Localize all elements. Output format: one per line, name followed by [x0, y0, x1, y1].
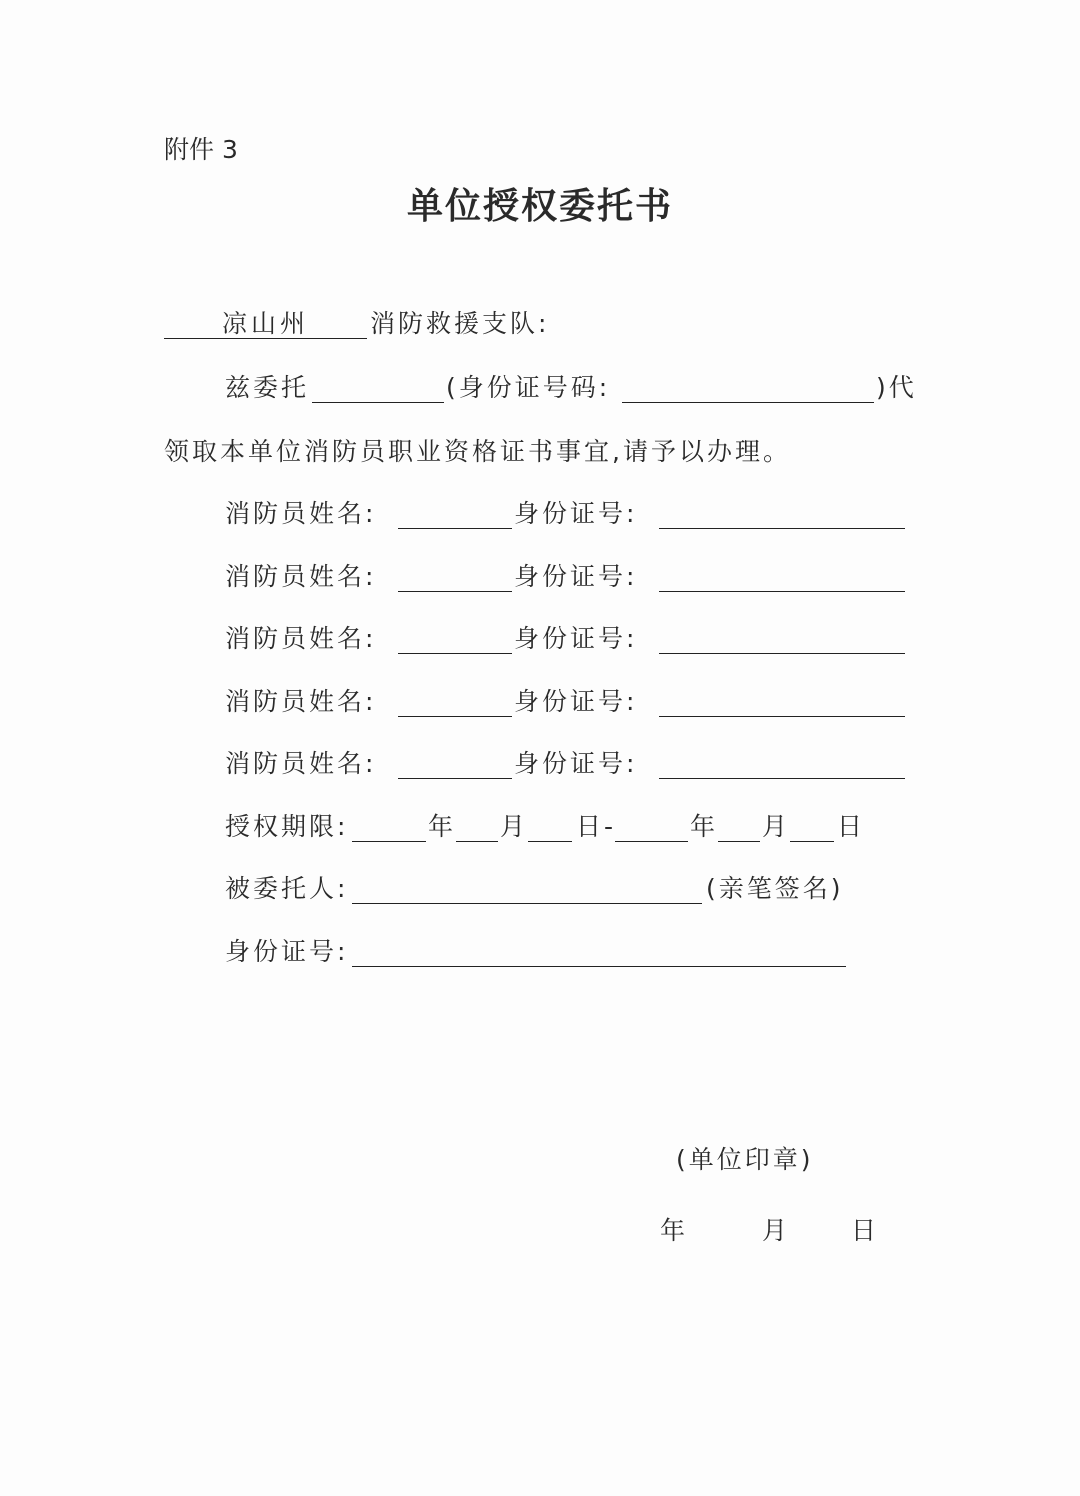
firefighter-name-field[interactable]	[398, 653, 512, 654]
trustee-id-label: 身份证号:	[225, 937, 349, 966]
firefighter-id-label: 身份证号:	[514, 687, 638, 716]
firefighter-id-label: 身份证号:	[514, 749, 638, 778]
start-month-unit: 月	[500, 812, 529, 841]
document-title: 单位授权委托书	[406, 186, 673, 227]
end-day-unit: 日	[837, 812, 866, 841]
entrusted-id-field[interactable]	[622, 402, 874, 403]
firefighter-name-field[interactable]	[398, 528, 512, 529]
start-day-field[interactable]	[528, 841, 572, 842]
footer-month: 月	[762, 1216, 791, 1245]
end-month-field[interactable]	[718, 841, 760, 842]
end-day-field[interactable]	[790, 841, 834, 842]
end-month-unit: 月	[762, 812, 791, 841]
firefighter-name-label: 消防员姓名:	[225, 562, 377, 591]
start-day-unit: 日-	[576, 812, 617, 841]
firefighter-id-field[interactable]	[659, 778, 905, 779]
entrust-prefix: 兹委托	[225, 373, 310, 402]
end-year-unit: 年	[690, 812, 719, 841]
firefighter-name-field[interactable]	[398, 591, 512, 592]
id-number-close-label: )代	[876, 373, 917, 402]
firefighter-name-label: 消防员姓名:	[225, 687, 377, 716]
firefighter-id-field[interactable]	[659, 653, 905, 654]
firefighter-id-field[interactable]	[659, 716, 905, 717]
signature-note: (亲笔签名)	[706, 874, 844, 903]
entrust-purpose: 领取本单位消防员职业资格证书事宜,请予以办理。	[164, 437, 791, 466]
trustee-label: 被委托人:	[225, 874, 349, 903]
firefighter-name-label: 消防员姓名:	[225, 749, 377, 778]
firefighter-name-field[interactable]	[398, 716, 512, 717]
firefighter-name-label: 消防员姓名:	[225, 499, 377, 528]
trustee-signature-field[interactable]	[352, 903, 702, 904]
trustee-id-field[interactable]	[352, 966, 846, 967]
auth-period-label: 授权期限:	[225, 812, 349, 841]
footer-year: 年	[660, 1216, 689, 1245]
firefighter-id-field[interactable]	[659, 591, 905, 592]
firefighter-id-label: 身份证号:	[514, 624, 638, 653]
footer-day: 日	[851, 1216, 880, 1245]
firefighter-id-field[interactable]	[659, 528, 905, 529]
unit-name-value[interactable]: 凉山州	[221, 309, 309, 338]
attachment-label: 附件 3	[164, 135, 238, 164]
start-month-field[interactable]	[456, 841, 498, 842]
firefighter-id-label: 身份证号:	[514, 562, 638, 591]
unit-seal-label: (单位印章)	[676, 1145, 814, 1174]
firefighter-name-field[interactable]	[398, 778, 512, 779]
end-year-field[interactable]	[615, 841, 688, 842]
entrusted-person-field[interactable]	[312, 402, 444, 403]
start-year-unit: 年	[428, 812, 457, 841]
addressee-suffix: 消防救援支队:	[370, 309, 550, 338]
firefighter-name-label: 消防员姓名:	[225, 624, 377, 653]
start-year-field[interactable]	[352, 841, 426, 842]
id-number-open-label: (身份证号码:	[446, 373, 611, 402]
firefighter-id-label: 身份证号:	[514, 499, 638, 528]
